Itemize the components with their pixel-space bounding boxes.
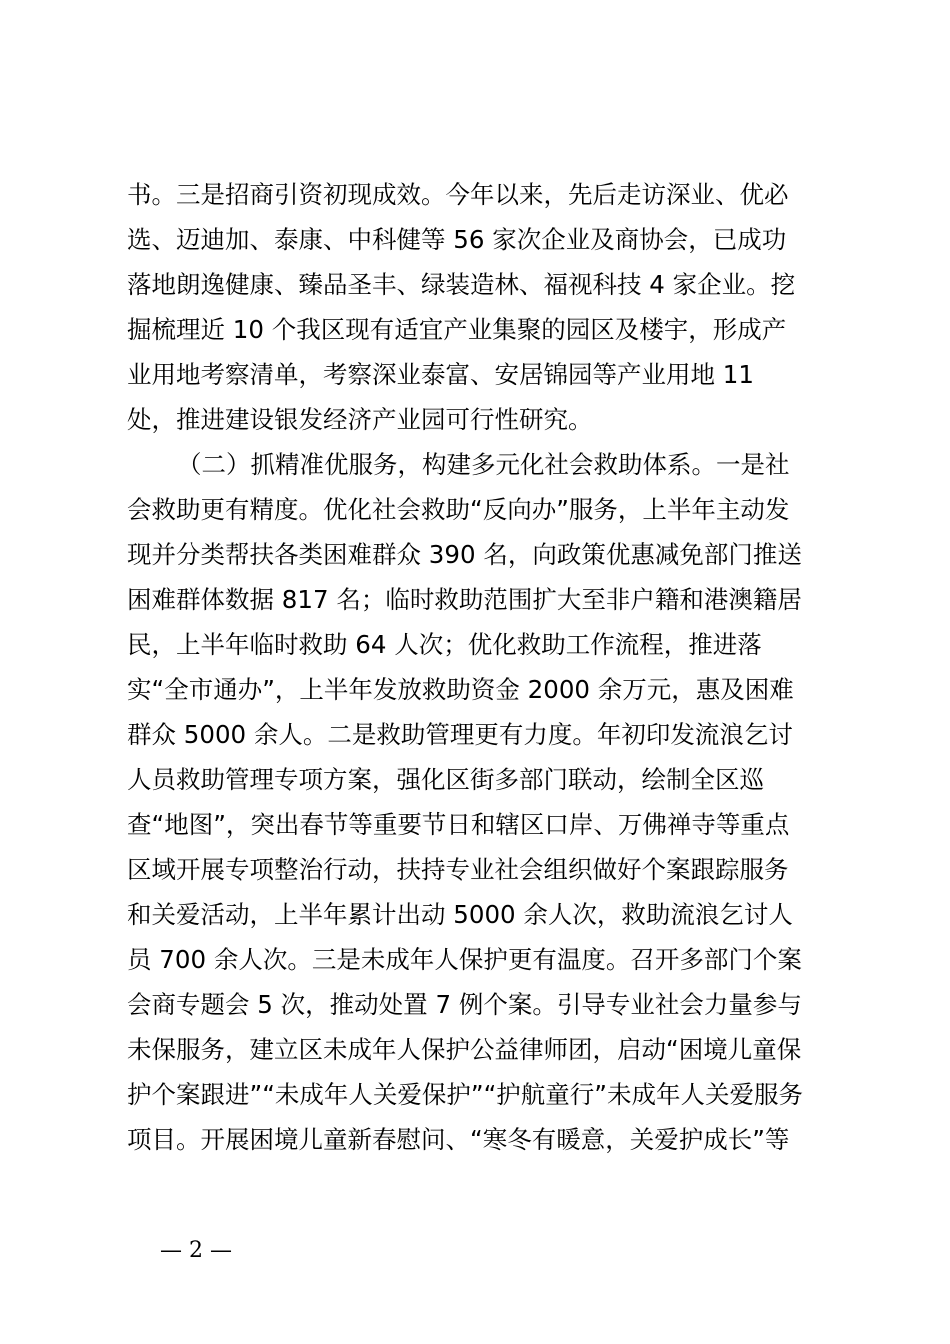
text-line-22: 项目。开展困境儿童新春慰问、“寒冬有暖意，关爱护成长”等 <box>127 1125 790 1154</box>
text-line-8: 会救助更有精度。优化社会救助“反向办”服务，上半年主动发 <box>127 495 790 524</box>
page-number: — 2 — <box>160 1238 232 1263</box>
text-line-10: 困难群体数据 817 名；临时救助范围扩大至非户籍和港澳籍居 <box>127 585 802 614</box>
text-line-20: 未保服务，建立区未成年人保护公益律师团，启动“困境儿童保 <box>127 1035 802 1064</box>
text-line-6: 处，推进建设银发经济产业园可行性研究。 <box>127 405 593 434</box>
text-line-4: 掘梳理近 10 个我区现有适宜产业集聚的园区及楼宇，形成产 <box>127 315 787 344</box>
text-line-3: 落地朗逸健康、臻品圣丰、绿装造林、福视科技 4 家企业。挖 <box>127 270 796 299</box>
text-line-19: 会商专题会 5 次，推动处置 7 例个案。引导专业社会力量参与 <box>127 990 802 1019</box>
text-line-2: 选、迈迪加、泰康、中科健等 56 家次企业及商协会，已成功 <box>127 225 787 254</box>
text-line-16: 区域开展专项整治行动，扶持专业社会组织做好个案跟踪服务 <box>127 855 789 884</box>
text-line-1: 书。三是招商引资初现成效。今年以来，先后走访深业、优必 <box>127 180 789 209</box>
text-line-9: 现并分类帮扶各类困难群众 390 名，向政策优惠减免部门推送 <box>127 540 802 569</box>
text-line-18: 员 700 余人次。三是未成年人保护更有温度。召开多部门个案 <box>127 945 802 974</box>
text-line-13: 群众 5000 余人。二是救助管理更有力度。年初印发流浪乞讨 <box>127 720 793 749</box>
text-line-11: 民，上半年临时救助 64 人次；优化救助工作流程，推进落 <box>127 630 762 659</box>
text-line-14: 人员救助管理专项方案，强化区街多部门联动，绘制全区巡 <box>127 765 764 794</box>
text-line-12: 实“全市通办”，上半年发放救助资金 2000 余万元，惠及困难 <box>127 675 794 704</box>
text-line-5: 业用地考察清单，考察深业泰富、安居锦园等产业用地 11 <box>127 360 754 389</box>
section-heading-line: （二）抓精准优服务，构建多元化社会救助体系。一是社 <box>177 450 790 479</box>
text-line-17: 和关爱活动，上半年累计出动 5000 余人次，救助流浪乞讨人 <box>127 900 793 929</box>
text-line-21: 护个案跟进”“未成年人关爱保护”“护航童行”未成年人关爱服务 <box>127 1080 803 1109</box>
text-line-15: 查“地图”，突出春节等重要节日和辖区口岸、万佛禅寺等重点 <box>127 810 790 839</box>
body-text <box>127 172 837 1162</box>
